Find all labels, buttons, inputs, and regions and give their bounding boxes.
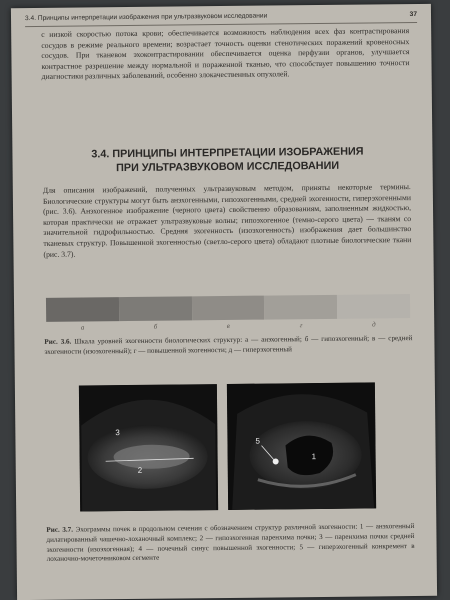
echogenicity-scale (46, 294, 410, 322)
left-marker-3: 3 (115, 428, 120, 438)
figure-3-6-caption (44, 334, 412, 357)
scale-label-g: г (299, 321, 303, 330)
ultrasound-image-left (79, 384, 218, 511)
scale-segment-b (119, 296, 192, 321)
right-marker-1: 1 (311, 452, 317, 462)
running-head (25, 8, 417, 27)
section-title-line-1: 3.4. ПРИНЦИПЫ ИНТЕРПРЕТАЦИИ ИЗОБРАЖЕНИЯ (91, 145, 364, 161)
figure-3-6-id: Рис. 3.6. (44, 337, 72, 346)
scale-segment-v (192, 296, 265, 321)
running-head-title: 3.4. Принципы интерпретации изображения при ультразвуковом исследовании (24, 12, 268, 23)
scale-label-v: в (226, 321, 230, 330)
scale-label-b: б (153, 322, 158, 331)
ultrasound-image-right (227, 382, 376, 510)
left-marker-2: 2 (137, 465, 143, 475)
scale-segment-d (337, 294, 410, 319)
figure-3-7-id: Рис. 3.7. (46, 525, 73, 534)
page-number: 37 (409, 10, 418, 19)
figure-3-7-caption (46, 522, 414, 565)
figure-3-7-text: Эхограммы почек в продольном сечении с обозначением структур различной эхогенности: 1 — анэхогенный дилатированный чашечно-лоханочный комплекс; 2 — гипоэхогенная паренхима почки; 3 — паренхима почки средней эхогенности (изоэхогенная); 4 — почечный синус повышенной эхогенности; 5 — гиперэхогенный конкремент в лоханочно-мочеточниковом сегменте (46, 522, 415, 564)
section-title-line-2: ПРИ УЛЬТРАЗВУКОВОМ ИССЛЕДОВАНИИ (116, 159, 340, 175)
scale-label-d: д (372, 320, 376, 329)
body-paragraph: Для описания изображений, полученных ультразвуковым методом, приняты некоторые термины. Биологические структуры могут быть анэхогенными, гипоэхогенными, средней эхогенности, гиперэхогенными (рис. 3.6). Анэхогенное изображение (черного цвета) свойственно образованиям, заполненным жидкостью, которая практически не отражает ультразвуковые волны; гипоэхогенное (темно-серого цвета) — тканям со значительной гидрофильностью. Средняя эхогенность (изоэхогенность) изображения дает большинство тканевых структур. Повышенной эхогенностью (светло-серого цвета) обладают плотные биологические ткани (рис. 3.7). (42, 182, 412, 259)
scale-label-a: а (80, 323, 85, 332)
scale-segment-a (46, 297, 119, 322)
scale-labels (46, 320, 410, 334)
scale-segment-g (264, 295, 337, 320)
top-paragraph: с низкой скоростью потока крови; обеспечивается возможность наблюдения всех фаз контрастирования сосудов в режиме реального времени; возрастает точность оценки стенотических поражений кровеносных сосудов. При тканевом эхоконтрастировании обеспечивается оценка перфузии органов, улучшается контрастное разрешение между нормальной и пораженной тканью, что способствует повышению точности диагностики различных заболеваний, особенно злокачественных опухолей. (41, 26, 410, 82)
figure-3-6-text: Шкала уровней эхогенности биологических структур: а — анэхогенный; б — гипоэхогенный; в — средней эхогенности (изоэхогенный); г — повышенной эхогенности; д — гиперэхогенный (44, 334, 413, 356)
book-page (11, 4, 437, 600)
right-marker-5: 5 (255, 436, 260, 446)
section-title (62, 144, 392, 175)
